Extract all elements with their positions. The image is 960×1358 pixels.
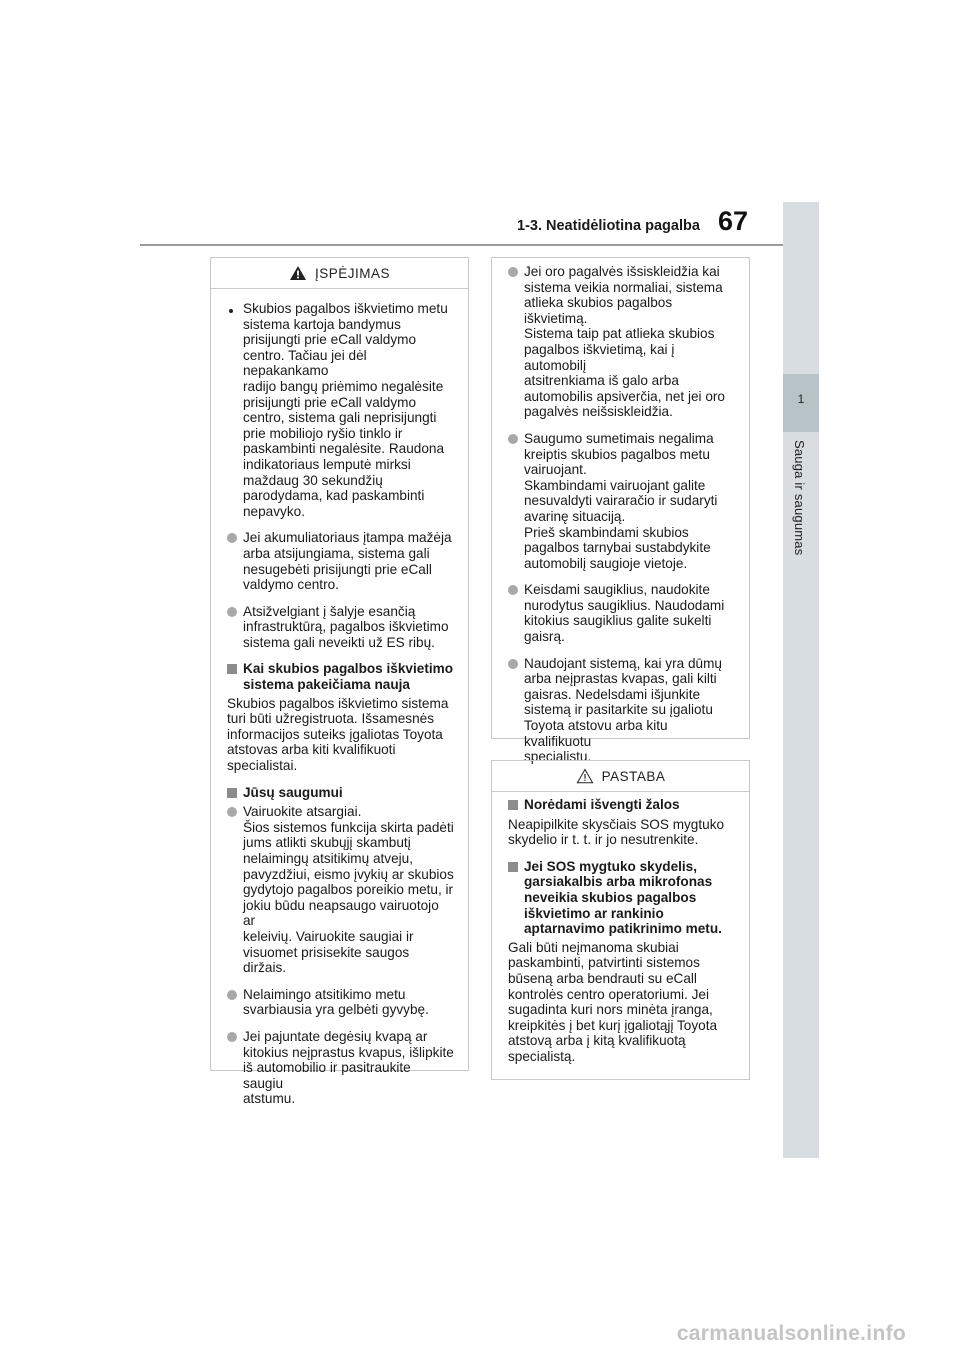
warning-triangle-icon — [289, 265, 307, 281]
warning-continued-box — [491, 257, 750, 765]
caution-triangle-icon — [576, 768, 594, 784]
list-item — [508, 582, 735, 644]
head-sos-text: Jei SOS mygtuko skydelis, garsiakalbis arba mikrofonas neveikia skubios pagalbos iškvietimo ar rankinio aptarnavimo patikrinimo metu. — [524, 858, 722, 937]
warning-box — [210, 257, 469, 1107]
square-bullet-icon — [227, 788, 237, 798]
list-item — [227, 804, 454, 976]
list-item — [227, 1029, 454, 1107]
item-smoke-text: Naudojant sistemą, kai yra dūmų arba neįprastas kvapas, gali kilti gaisras. Nedelsdami išjunkite sistemą ir pasitarkite su įgaliotu Toyota atstovu arba kitu kvalifikuotu specialistu. — [524, 655, 722, 765]
round-bullet-icon — [508, 659, 518, 669]
watermark[interactable]: carmanualsonline.info — [676, 1322, 906, 1345]
item-security-text: Saugumo sumetimais negalima kreiptis skubios pagalbos metu vairuojant. Skambindami vairuojant galite nesuvaldyti vairaračio ir sudaryti avarinę situaciją. Prieš skambindami skubios pagalbos tarnybai sustabdykite automobilį saugioje vietoje. — [524, 430, 718, 571]
notice-header — [492, 761, 749, 792]
section-title: 1-3. Neatidėliotina pagalba — [517, 218, 700, 234]
item-battery-text: Jei akumuliatoriaus įtampa mažėja arba atsijungiama, sistema gali nesugebėti prisijungti prie eCall valdymo centro. — [243, 530, 452, 593]
head-damage-text: Norėdami išvengti žalos — [524, 797, 680, 812]
item-fuses-text: Keisdami saugiklius, naudokite nurodytus saugiklius. Naudodami kitokius saugiklius galite sukelti gaisrą. — [524, 582, 725, 645]
list-item — [508, 264, 735, 420]
page-number: 67 — [718, 206, 749, 236]
round-bullet-icon — [508, 434, 518, 444]
round-bullet-icon — [508, 267, 518, 277]
text-damage: Neapipilkite skysčiais SOS mygtuko skydelio ir t. t. ir jo nesutrenkite. — [508, 816, 725, 848]
list-item — [508, 656, 735, 765]
chapter-label: Sauga ir saugumas — [792, 440, 807, 556]
side-tab — [783, 202, 819, 1158]
list-item — [227, 987, 454, 1018]
round-bullet-icon — [227, 607, 237, 617]
head-replace-text: Kai skubios pagalbos iškvietimo sistema pakeičiama nauja — [243, 661, 454, 693]
warning-bullet-ecall — [227, 301, 454, 519]
item-accident-text: Nelaimingo atsitikimo metu svarbiausia yra gelbėti gyvybę. — [243, 986, 429, 1018]
header-rule — [140, 244, 783, 246]
subheading — [227, 785, 454, 802]
round-bullet-icon — [227, 1032, 237, 1042]
round-bullet-icon — [508, 585, 518, 595]
item-infra-text: Atsižvelgiant į šalyje esančią infrastruktūrą, pagalbos iškvietimo sistema gali neveikti už ES ribų. — [243, 603, 449, 650]
list-item — [227, 604, 454, 651]
warning-bullet-text: Skubios pagalbos iškvietimo metu sistema kartoja bandymus prisijungti prie eCall valdymo centro. Tačiau jei dėl nepakankamo radijo bangų priėmimo negalėsite prisijungti prie eCall valdymo centro, sistema gali neprisijungti prie mobiliojo ryšio tinklo ir paskambinti negalėsite. Raudona indikatoriaus lemputė mirksi maždaug 30 sekundžių parodydama, kad paskambinti nepavyko. — [243, 301, 448, 519]
round-bullet-icon — [227, 807, 237, 817]
item-drive-text: Vairuokite atsargiai. Šios sistemos funkcija skirta padėti jums atlikti skubųjį skambutį nelaimingų atsitikimų atveju, pavyzdžiui, eismo įvykių ar skubios gydytojo pagalbos poreikio metu, ir jokiu būdu neapsaugo vairuotojo ar keleivių. Vairuokite saugiai ir visuomet prisisekite saugos diržais. — [243, 804, 454, 976]
item-smell-text: Jei pajuntate degėsių kvapą ar kitokius neįprastus kvapus, išlipkite iš automobilio ir pasitraukite saugiu atstumu. — [243, 1028, 454, 1107]
bullet-icon — [229, 309, 233, 313]
list-item — [227, 530, 454, 592]
item-airbag-text: Jei oro pagalvės išsiskleidžia kai sistema veikia normaliai, sistema atlieka skubios pagalbos iškvietimą. Sistema taip pat atlieka skubios pagalbos iškvietimą, kai į automobilį atsitrenkiama iš galo arba automobilis apsiverčia, net jei oro pagalvės neišsiskleidžia. — [524, 264, 725, 420]
square-bullet-icon — [227, 664, 237, 674]
text-sos: Gali būti neįmanoma skubiai paskambinti, patvirtinti sistemos būseną arba bendrauti su eCall kontrolės centro operatoriumi. Jei sugadinta kuri nors minėta įranga, kreipkitės į bet kurį įgaliotąjį Toyota atstovą arba į kitą kvalifikuotą specialistą. — [508, 939, 718, 1064]
round-bullet-icon — [227, 533, 237, 543]
text-replace: Skubios pagalbos iškvietimo sistema turi būti užregistruota. Išsamesnės informacijos suteiks įgaliotas Toyota atstovas arba kiti kvalifikuoti specialistai. — [227, 695, 449, 774]
notice-title: PASTABA — [601, 768, 666, 784]
warning-header — [211, 258, 468, 289]
warning-title: ĮSPĖJIMAS — [314, 265, 391, 281]
subheading — [227, 661, 454, 692]
notice-box — [491, 760, 750, 1080]
square-bullet-icon — [508, 800, 518, 810]
subheading — [508, 797, 735, 814]
round-bullet-icon — [227, 990, 237, 1000]
subheading — [508, 859, 735, 937]
list-item — [508, 431, 735, 571]
chapter-number: 1 — [797, 392, 805, 406]
head-safety-text: Jūsų saugumui — [243, 784, 343, 800]
square-bullet-icon — [508, 862, 518, 872]
